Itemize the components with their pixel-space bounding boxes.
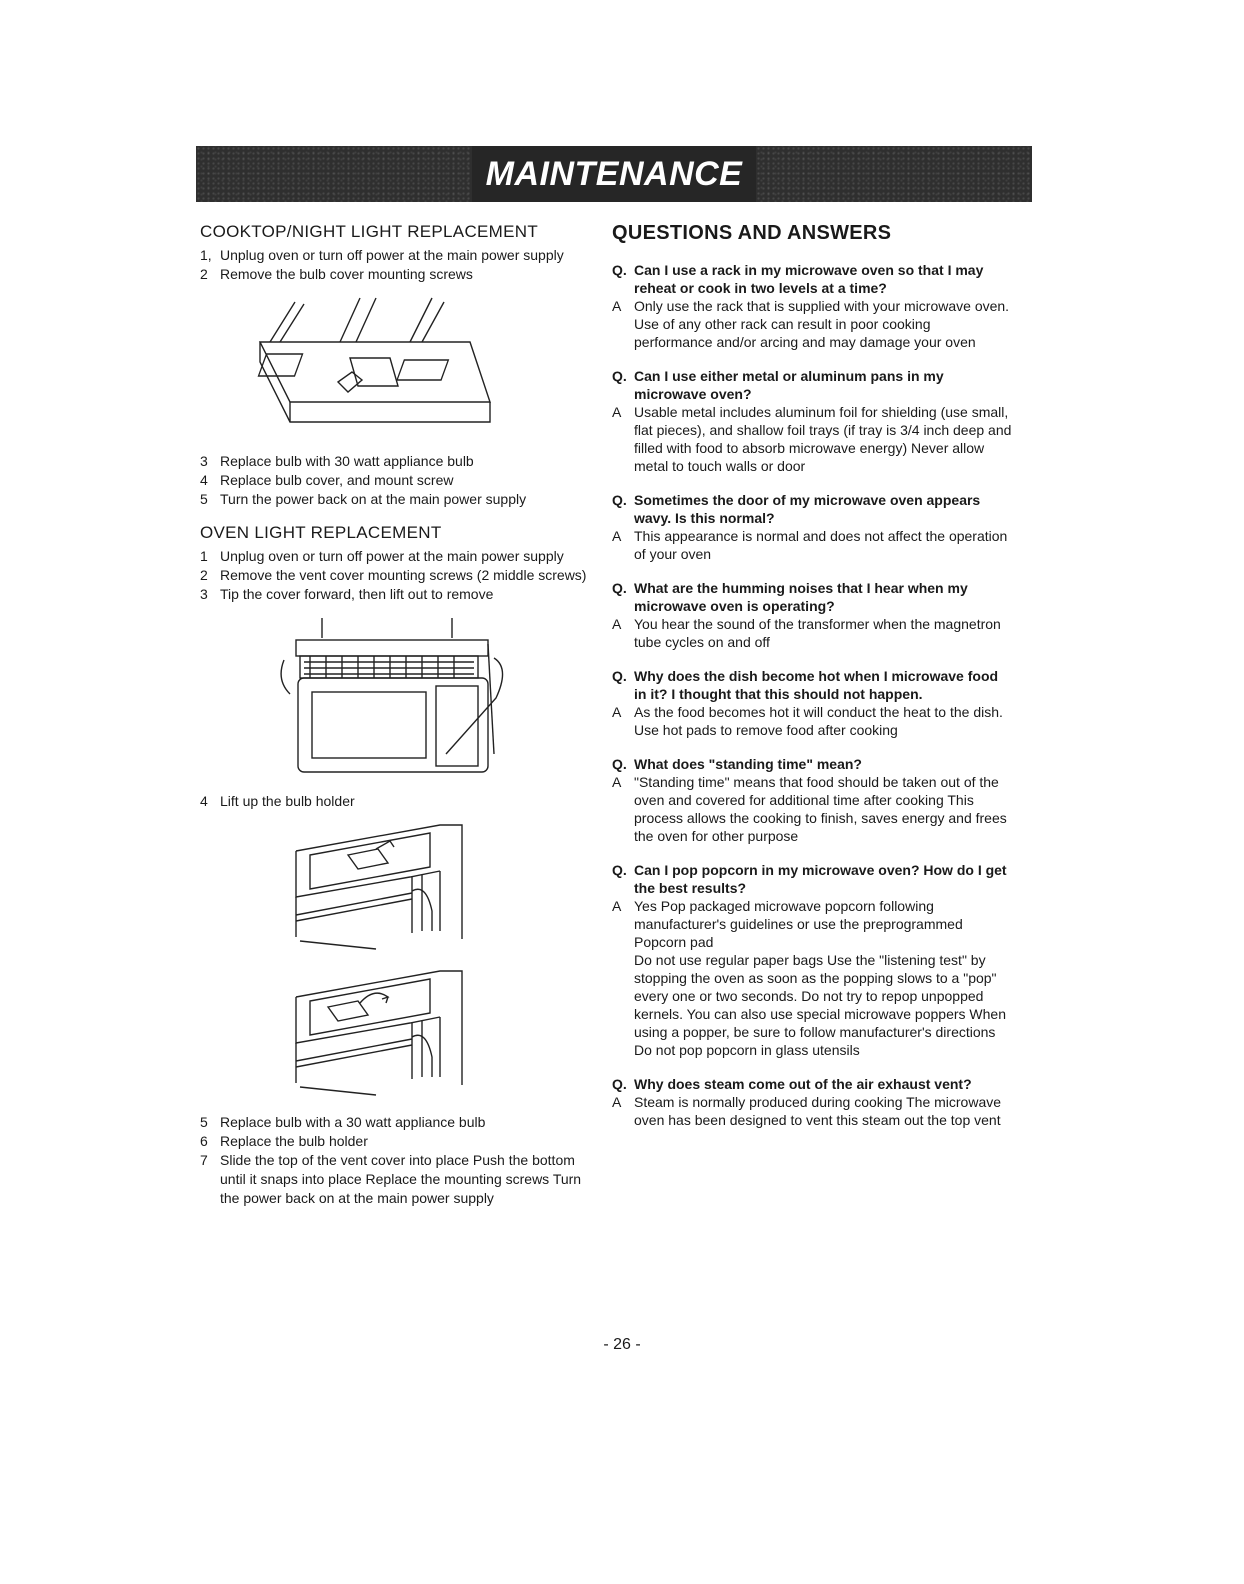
step-number: 3 bbox=[200, 586, 208, 602]
question-tag: Q. bbox=[612, 862, 627, 878]
answer-body bbox=[634, 703, 1012, 739]
answer-tag: A bbox=[612, 774, 622, 790]
question bbox=[612, 579, 1012, 615]
answer-text: This appearance is normal and does not affect the operation of your oven bbox=[634, 528, 1008, 562]
oven-light-steps-b bbox=[200, 792, 596, 811]
answer-body bbox=[634, 297, 1012, 351]
step-text: Remove the bulb cover mounting screws bbox=[220, 266, 473, 282]
question-text: Why does the dish become hot when I microwave food in it? I thought that this should not happen. bbox=[634, 668, 999, 702]
answer-body bbox=[634, 773, 1012, 845]
step-text: Unplug oven or turn off power at the main power supply bbox=[220, 548, 564, 564]
cooktop-light-illustration bbox=[200, 284, 596, 452]
answer-text: Yes Pop packaged microwave popcorn following manufacturer's guidelines or use the preprogrammed Popcorn pad bbox=[634, 898, 963, 950]
step-number: 2 bbox=[200, 266, 208, 282]
cooktop-heading: COOKTOP/NIGHT LIGHT REPLACEMENT bbox=[200, 222, 539, 241]
answer-text: You hear the sound of the transformer when the magnetron tube cycles on and off bbox=[634, 616, 1001, 650]
qa-item bbox=[612, 1075, 1012, 1129]
bulb-holder-replace-illustration bbox=[200, 957, 596, 1099]
list-item bbox=[200, 490, 596, 509]
list-item bbox=[200, 792, 596, 811]
list-item bbox=[200, 246, 596, 265]
list-item bbox=[200, 1113, 596, 1132]
answer-tag: A bbox=[612, 704, 622, 720]
answer-body bbox=[634, 403, 1012, 475]
step-text: Lift up the bulb holder bbox=[220, 793, 355, 809]
answer-tag: A bbox=[612, 1094, 622, 1110]
question-tag: Q. bbox=[612, 262, 627, 278]
question bbox=[612, 367, 1012, 403]
step-text: Slide the top of the vent cover into place Push the bottom until it snaps into place Replace the mounting screws Turn the power back on at the main power supply bbox=[220, 1152, 582, 1206]
qa-item bbox=[612, 579, 1012, 651]
answer-text: As the food becomes hot it will conduct the heat to the dish. Use hot pads to remove food after cooking bbox=[634, 704, 1003, 738]
qa-item bbox=[612, 861, 1012, 1059]
question bbox=[612, 861, 1012, 897]
question-text: Can I use a rack in my microwave oven so that I may reheat or cook in two levels at a time? bbox=[634, 262, 984, 296]
question-text: Can I use either metal or aluminum pans in my microwave oven? bbox=[634, 368, 944, 402]
answer-body bbox=[634, 615, 1012, 651]
answer bbox=[612, 527, 1012, 563]
step-number: 2 bbox=[200, 567, 208, 583]
question bbox=[612, 491, 1012, 527]
qa-item bbox=[612, 667, 1012, 739]
step-number: 4 bbox=[200, 472, 208, 488]
answer bbox=[612, 1093, 1012, 1129]
list-item bbox=[200, 452, 596, 471]
question-text: Sometimes the door of my microwave oven appears wavy. Is this normal? bbox=[634, 492, 981, 526]
answer-text: Usable metal includes aluminum foil for shielding (use small, flat pieces), and shallow foil trays (if tray is 3/4 inch deep and filled with food to absorb microwave energy) Never allow metal to touch walls or door bbox=[634, 404, 1012, 474]
answer-text: "Standing time" means that food should be taken out of the oven and covered for additional time after cooking This process allows the cooking to finish, saves energy and frees the oven for other purpose bbox=[634, 774, 1007, 844]
answer bbox=[612, 897, 1012, 1059]
list-item bbox=[200, 585, 596, 604]
oven-light-steps-c bbox=[200, 1113, 596, 1208]
page-title: MAINTENANCE bbox=[472, 146, 757, 202]
answer-text: Do not use regular paper bags Use the "listening test" by stopping the oven as soon as the popping slows to a "pop" every one or two seconds. Do not try to repop unpopped kernels. You can also use special microwave poppers When using a popper, be sure to follow manufacturer's directions Do not pop popcorn in glass utensils bbox=[634, 952, 1006, 1058]
step-text: Replace bulb with 30 watt appliance bulb bbox=[220, 453, 474, 469]
qa-item bbox=[612, 491, 1012, 563]
question-tag: Q. bbox=[612, 668, 627, 684]
answer-tag: A bbox=[612, 528, 622, 544]
step-text: Unplug oven or turn off power at the main power supply bbox=[220, 247, 564, 263]
answer-tag: A bbox=[612, 616, 622, 632]
oven-light-steps-a bbox=[200, 547, 596, 604]
bulb-holder-lift-illustration bbox=[200, 811, 596, 953]
question bbox=[612, 261, 1012, 297]
list-item bbox=[200, 265, 596, 284]
step-number: 5 bbox=[200, 1114, 208, 1130]
step-number: 3 bbox=[200, 453, 208, 469]
answer-tag: A bbox=[612, 298, 622, 314]
question-tag: Q. bbox=[612, 1076, 627, 1092]
answer-tag: A bbox=[612, 898, 622, 914]
oven-light-heading: OVEN LIGHT REPLACEMENT bbox=[200, 523, 442, 542]
list-item bbox=[200, 1132, 596, 1151]
list-item bbox=[200, 547, 596, 566]
question bbox=[612, 667, 1012, 703]
qa-item bbox=[612, 367, 1012, 475]
list-item bbox=[200, 566, 596, 585]
question-text: Why does steam come out of the air exhaust vent? bbox=[634, 1076, 972, 1092]
question-text: Can I pop popcorn in my microwave oven? How do I get the best results? bbox=[634, 862, 1007, 896]
section-banner bbox=[196, 146, 1032, 202]
answer-text: Only use the rack that is supplied with your microwave oven. Use of any other rack can result in poor cooking performance and/or arcing and may damage your oven bbox=[634, 298, 1010, 350]
qa-item bbox=[612, 261, 1012, 351]
step-text: Replace bulb cover, and mount screw bbox=[220, 472, 454, 488]
step-number: 1 bbox=[200, 548, 208, 564]
step-number: 7 bbox=[200, 1152, 208, 1168]
question-tag: Q. bbox=[612, 368, 627, 384]
vent-cover-illustration bbox=[200, 604, 596, 792]
answer-text: Steam is normally produced during cooking The microwave oven has been designed to vent this steam out the top vent bbox=[634, 1094, 1002, 1128]
step-text: Tip the cover forward, then lift out to remove bbox=[220, 586, 494, 602]
left-column bbox=[200, 222, 596, 1208]
qa-item bbox=[612, 755, 1012, 845]
answer-body bbox=[634, 1093, 1012, 1129]
step-text: Replace the bulb holder bbox=[220, 1133, 368, 1149]
question-text: What are the humming noises that I hear when my microwave oven is operating? bbox=[634, 580, 968, 614]
question bbox=[612, 1075, 1012, 1093]
step-number: 5 bbox=[200, 491, 208, 507]
cooktop-steps-a bbox=[200, 246, 596, 284]
list-item bbox=[200, 1151, 596, 1208]
answer bbox=[612, 615, 1012, 651]
question-text: What does "standing time" mean? bbox=[634, 756, 862, 772]
question bbox=[612, 755, 1012, 773]
page-number: - 26 - bbox=[603, 1336, 641, 1353]
step-number: 6 bbox=[200, 1133, 208, 1149]
qa-heading: QUESTIONS AND ANSWERS bbox=[612, 222, 892, 244]
answer bbox=[612, 773, 1012, 845]
step-number: 4 bbox=[200, 793, 208, 809]
step-number: 1, bbox=[200, 247, 212, 263]
cooktop-steps-b bbox=[200, 452, 596, 509]
answer bbox=[612, 703, 1012, 739]
question-tag: Q. bbox=[612, 756, 627, 772]
answer-tag: A bbox=[612, 404, 622, 420]
answer bbox=[612, 297, 1012, 351]
step-text: Replace bulb with a 30 watt appliance bulb bbox=[220, 1114, 486, 1130]
step-text: Turn the power back on at the main power supply bbox=[220, 491, 527, 507]
step-text: Remove the vent cover mounting screws (2 middle screws) bbox=[220, 567, 587, 583]
answer-body bbox=[634, 897, 1012, 1059]
list-item bbox=[200, 471, 596, 490]
right-column bbox=[612, 222, 1012, 1145]
qa-list bbox=[612, 261, 1012, 1129]
question-tag: Q. bbox=[612, 580, 627, 596]
answer bbox=[612, 403, 1012, 475]
question-tag: Q. bbox=[612, 492, 627, 508]
answer-body bbox=[634, 527, 1012, 563]
